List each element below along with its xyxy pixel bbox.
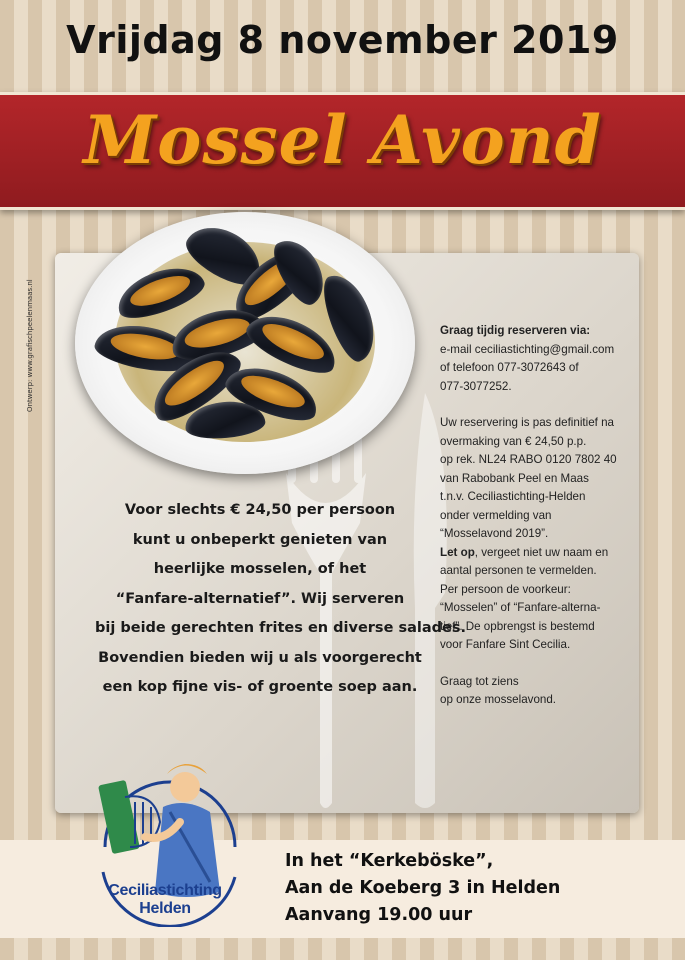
reservation-line: e-mail ceciliastichting@gmail.com bbox=[440, 342, 615, 356]
note-line: tief”. De opbrengst is bestemd bbox=[440, 619, 595, 633]
location-line: In het “Kerkeböske”, bbox=[285, 851, 494, 871]
title-banner bbox=[0, 92, 685, 210]
design-credit: Ontwerp: www.grafischpeelenmaas.nl bbox=[26, 279, 34, 412]
intro-line: een kop fijne vis- of groente soep aan. bbox=[102, 679, 418, 695]
intro-line: bij beide gerechten frites en diverse salades. bbox=[95, 620, 466, 636]
logo-name-line: Ceciliastichting bbox=[108, 882, 222, 899]
mussel-plate-image bbox=[75, 212, 415, 474]
note-line: voor Fanfare Sint Cecilia. bbox=[440, 638, 571, 651]
payment-line: Uw reservering is pas definitief na bbox=[440, 416, 614, 429]
note-line: Per persoon de voorkeur: bbox=[440, 582, 571, 596]
intro-line: kunt u onbeperkt genieten van bbox=[132, 531, 388, 548]
location-line: Aan de Koeberg 3 in Helden bbox=[285, 878, 561, 898]
note-bold: Let op bbox=[440, 545, 475, 559]
payment-line: “Mosselavond 2019”. bbox=[440, 527, 549, 540]
logo-name bbox=[80, 882, 250, 918]
closing-line: op onze mosselavond. bbox=[440, 693, 557, 706]
note-line: “Mosselen” of “Fanfare-alterna- bbox=[440, 601, 601, 614]
event-date: Vrijdag 8 november 2019 bbox=[66, 18, 619, 62]
logo-name-line: Helden bbox=[139, 900, 191, 917]
note-rest: , vergeet niet uw naam en bbox=[474, 545, 609, 559]
reservation-line: of telefoon 077-3072643 of bbox=[440, 361, 579, 374]
location-line: Aanvang 19.00 uur bbox=[285, 905, 473, 925]
payment-line: t.n.v. Ceciliastichting-Helden bbox=[440, 490, 586, 503]
intro-line: Voor slechts € 24,50 per persoon bbox=[124, 502, 396, 518]
reservation-info bbox=[440, 322, 640, 710]
reservation-heading: Graag tijdig reserveren via: bbox=[440, 324, 591, 337]
closing-line: Graag tot ziens bbox=[440, 674, 519, 688]
intro-line: “Fanfare-alternatief”. Wij serveren bbox=[115, 590, 405, 607]
intro-line: Bovendien bieden wij u als voorgerecht bbox=[98, 649, 422, 666]
note-line: aantal personen te vermelden. bbox=[440, 564, 597, 577]
reservation-line: 077-3077252. bbox=[440, 379, 512, 393]
note-line bbox=[440, 544, 640, 563]
payment-line: op rek. NL24 RABO 0120 7802 40 bbox=[440, 453, 617, 466]
intro-line: heerlijke mosselen, of het bbox=[153, 561, 367, 577]
payment-line: onder vermelding van bbox=[440, 508, 552, 522]
payment-line: van Rabobank Peel en Maas bbox=[440, 471, 589, 485]
location-info bbox=[285, 848, 675, 929]
event-title: Mossel Avond bbox=[83, 101, 602, 179]
payment-line: overmaking van € 24,50 p.p. bbox=[440, 434, 587, 448]
